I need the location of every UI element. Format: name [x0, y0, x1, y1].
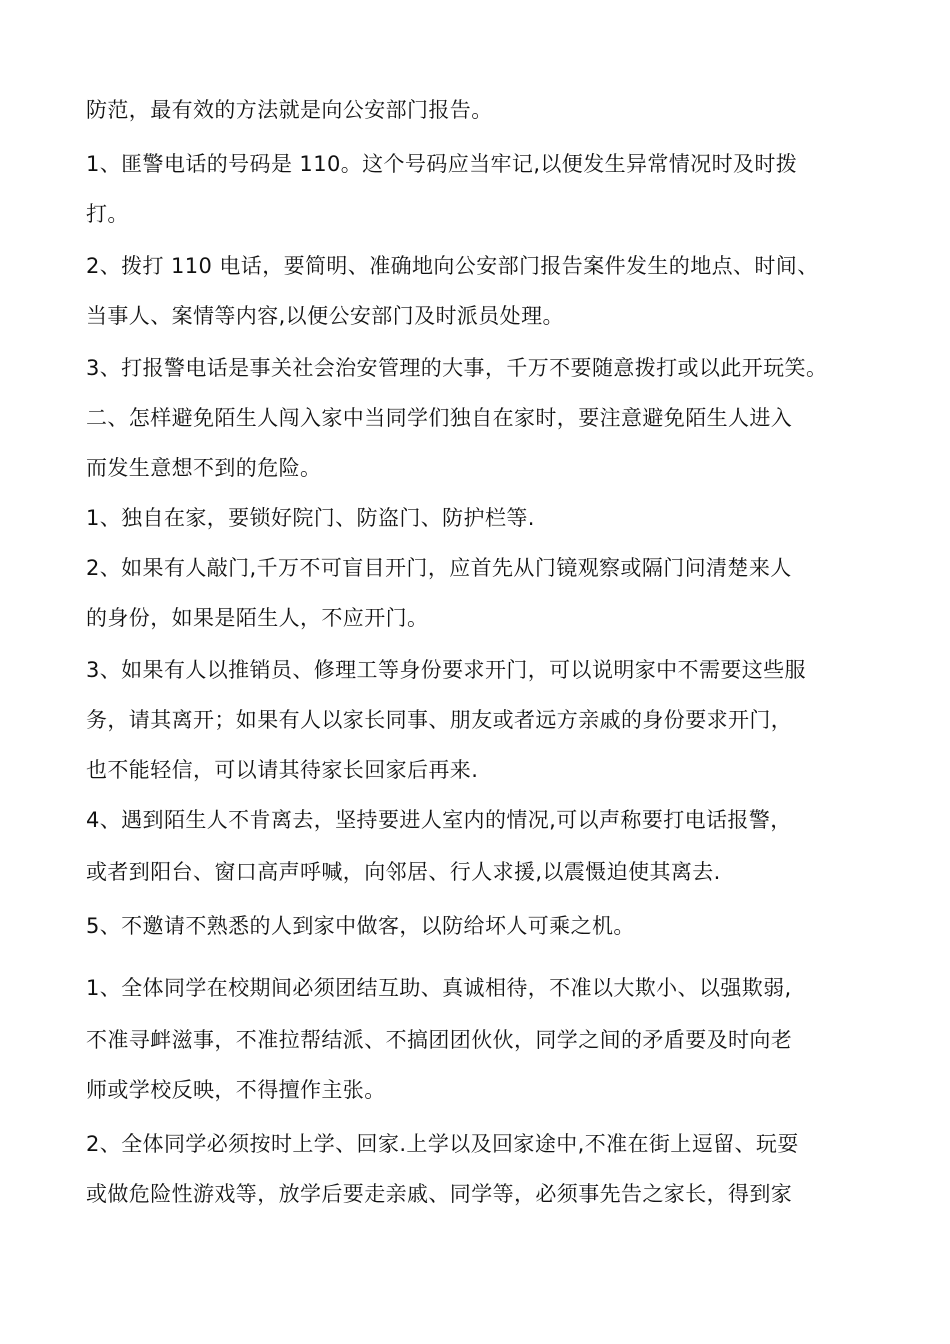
text-line: 5、不邀请不熟悉的人到家中做客，以防给坏人可乘之机。	[86, 914, 635, 938]
text-line: 2、如果有人敲门,千万不可盲目开门，应首先从门镜观察或隔门问清楚来人	[86, 556, 792, 580]
text-line: 二、怎样避免陌生人闯入家中当同学们独自在家时，要注意避免陌生人进入	[86, 406, 793, 430]
text-line: 3、如果有人以推销员、修理工等身份要求开门，可以说明家中不需要这些服	[86, 658, 806, 682]
text-line: 或做危险性游戏等，放学后要走亲戚、同学等，必须事先告之家长，得到家	[86, 1182, 793, 1206]
text-line: 1、独自在家，要锁好院门、防盗门、防护栏等.	[86, 506, 535, 530]
text-line: 防范，最有效的方法就是向公安部门报告。	[86, 98, 493, 122]
text-line: 3、打报警电话是事关社会治安管理的大事，千万不要随意拨打或以此开玩笑。	[86, 356, 828, 380]
text-line: 4、遇到陌生人不肯离去，坚持要进人室内的情况,可以声称要打电话报警，	[86, 808, 792, 832]
text-line: 2、全体同学必须按时上学、回家.上学以及回家途中,不准在街上逗留、玩耍	[86, 1132, 799, 1156]
text-line: 务，请其离开；如果有人以家长同事、朋友或者远方亲戚的身份要求开门，	[86, 708, 793, 732]
text-line: 而发生意想不到的危险。	[86, 456, 322, 480]
text-line: 1、全体同学在校期间必须团结互助、真诚相待，不准以大欺小、以强欺弱,	[86, 976, 792, 1000]
text-line: 1、匪警电话的号码是 110。这个号码应当牢记,以便发生异常情况时及时拨	[86, 152, 798, 176]
text-line: 或者到阳台、窗口高声呼喊，向邻居、行人求援,以震慑迫使其离去.	[86, 860, 721, 884]
text-line: 也不能轻信，可以请其待家长回家后再来.	[86, 758, 479, 782]
text-line: 不准寻衅滋事，不准拉帮结派、不搞团团伙伙，同学之间的矛盾要及时向老	[86, 1028, 793, 1052]
text-line: 当事人、案情等内容,以便公安部门及时派员处理。	[86, 304, 564, 328]
text-line: 2、拨打 110 电话，要简明、准确地向公安部门报告案件发生的地点、时间、	[86, 254, 819, 278]
text-line: 师或学校反映，不得擅作主张。	[86, 1078, 386, 1102]
text-line: 的身份，如果是陌生人，不应开门。	[86, 606, 429, 630]
text-line: 打。	[86, 202, 129, 226]
